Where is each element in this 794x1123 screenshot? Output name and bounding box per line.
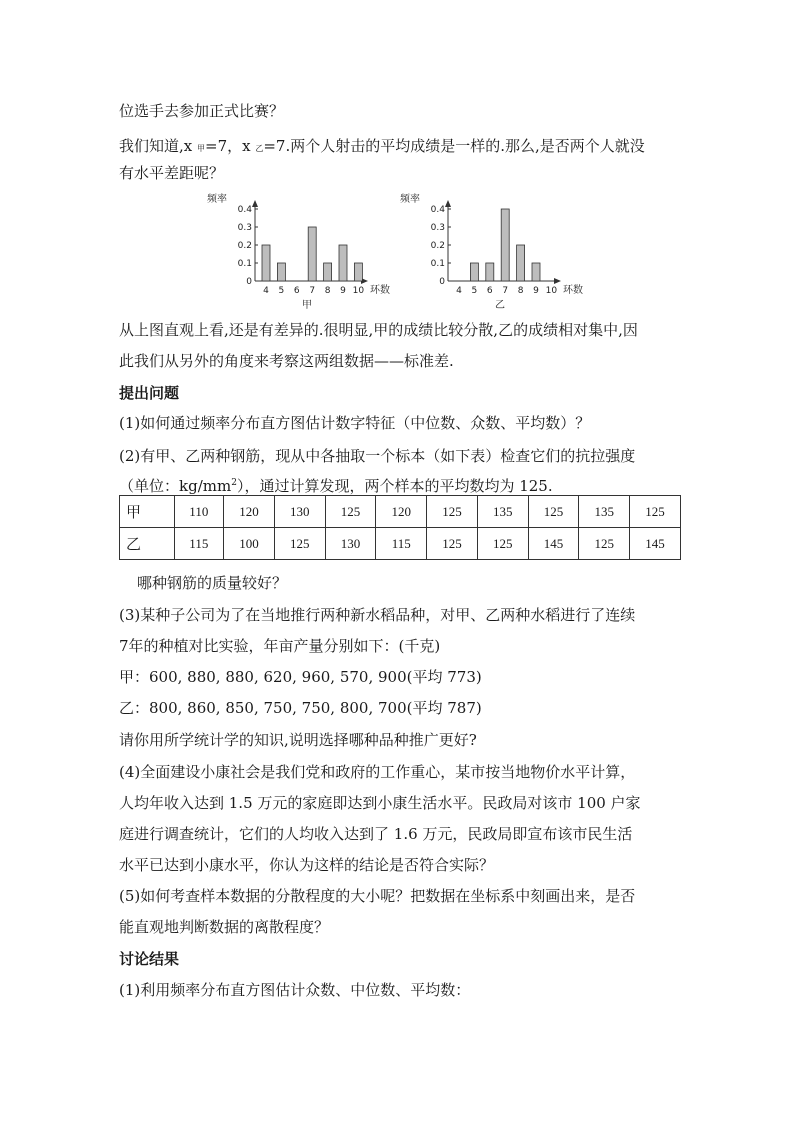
question-3-ask: 请你用所学统计学的知识,说明选择哪种品种推广更好? xyxy=(119,731,477,749)
table-cell: 135 xyxy=(477,496,528,528)
histogram-bar xyxy=(308,227,316,281)
table-cell: 120 xyxy=(224,496,275,528)
x-tick-label: 6 xyxy=(293,286,300,296)
text-line: 此我们从另外的角度来考察这两组数据——标准差. xyxy=(119,352,454,370)
x-tick-label: 6 xyxy=(486,286,493,296)
y-axis-arrow xyxy=(252,200,258,207)
x-axis-label: 环数 xyxy=(370,285,390,296)
question-4: (4)全面建设小康社会是我们党和政府的工作重心，某市按当地物价水平计算， xyxy=(119,763,636,781)
y-axis-label: 频率 xyxy=(400,194,420,205)
histogram-bar xyxy=(354,263,362,281)
question-1: (1)如何通过频率分布直方图估计数字特征（中位数、众数、平均数）？ xyxy=(119,414,591,432)
table-cell: 125 xyxy=(579,528,630,560)
x-tick-label: 8 xyxy=(324,286,331,296)
question-4-line: 庭进行调查统计，它们的人均收入达到了 1.6 万元，民政局即宣布该市民生活 xyxy=(119,825,633,843)
row-label: 甲 xyxy=(120,496,175,528)
superscript: 2 xyxy=(231,478,237,488)
histogram-bar xyxy=(324,263,332,281)
table-cell: 115 xyxy=(174,528,224,560)
question-3: (3)某种子公司为了在当地推行两种新水稻品种，对甲、乙两种水稻进行了连续 xyxy=(119,606,636,624)
table-cell: 125 xyxy=(427,528,478,560)
table-cell: 145 xyxy=(630,528,681,560)
y-axis-arrow xyxy=(445,200,451,207)
histogram-bar xyxy=(517,245,525,281)
question-5: (5)如何考查样本数据的分散程度的大小呢？把数据在坐标系中刻画出来，是否 xyxy=(119,887,636,905)
y-tick-label: 0.1 xyxy=(237,259,252,269)
histogram-bar xyxy=(277,263,285,281)
x-tick-label: 7 xyxy=(502,286,509,296)
y-tick-label: 0.3 xyxy=(430,223,445,233)
y-tick-label: 0.4 xyxy=(237,205,252,215)
row-label: 乙 xyxy=(120,528,175,560)
x-tick-label: 4 xyxy=(456,286,462,296)
table-cell: 145 xyxy=(528,528,579,560)
question-4-line: 水平已达到小康水平，你认为这样的结论是否符合实际？ xyxy=(119,856,495,874)
table-row xyxy=(120,496,681,528)
histogram-jia xyxy=(205,190,395,312)
text-fragment: =7，x xyxy=(205,137,256,155)
x-tick-label: 10 xyxy=(352,286,365,296)
table-cell: 125 xyxy=(274,528,325,560)
text-fragment: ），通过计算发现，两个样本的平均数均为 125. xyxy=(236,477,553,495)
chart-title: 乙 xyxy=(495,300,505,311)
histogram-yi xyxy=(398,190,588,312)
table-cell: 120 xyxy=(376,496,427,528)
text-line-means xyxy=(119,136,645,159)
y-tick-label: 0.1 xyxy=(430,259,445,269)
table-cell: 125 xyxy=(630,496,681,528)
text-line: 有水平差距呢？ xyxy=(119,164,225,182)
y-axis-label: 频率 xyxy=(207,194,227,205)
y-tick-label: 0 xyxy=(246,277,252,287)
y-tick-label: 0.2 xyxy=(430,241,445,251)
table-cell: 135 xyxy=(579,496,630,528)
x-tick-label: 8 xyxy=(517,286,524,296)
x-axis-arrow xyxy=(554,278,561,284)
question-3-jia: 甲：600, 880, 880, 620, 960, 570, 900(平均 773) xyxy=(119,668,482,686)
text-line: 位选手去参加正式比赛？ xyxy=(119,102,285,120)
table-cell: 125 xyxy=(325,496,376,528)
y-tick-label: 0 xyxy=(439,277,445,287)
histogram-bar xyxy=(262,245,270,281)
text-line: 从上图直观上看,还是有差异的.很明显,甲的成绩比较分散,乙的成绩相对集中,因 xyxy=(119,321,638,339)
section-heading-questions: 提出问题 xyxy=(119,384,180,402)
table-cell: 130 xyxy=(325,528,376,560)
question-4-line: 人均年收入达到 1.5 万元的家庭即达到小康生活水平。民政局对该市 100 户家 xyxy=(119,794,641,812)
y-tick-label: 0.2 xyxy=(237,241,252,251)
table-cell: 110 xyxy=(174,496,224,528)
x-axis-label: 环数 xyxy=(563,285,583,296)
x-tick-label: 4 xyxy=(263,286,269,296)
histogram-bar xyxy=(486,263,494,281)
x-tick-label: 9 xyxy=(340,286,346,296)
x-tick-label: 5 xyxy=(471,286,478,296)
table-cell: 125 xyxy=(528,496,579,528)
question-3-yi: 乙：800, 860, 850, 750, 750, 800, 700(平均 787) xyxy=(119,699,482,717)
y-tick-label: 0.3 xyxy=(237,223,252,233)
result-1: (1)利用频率分布直方图估计众数、中位数、平均数： xyxy=(119,981,471,999)
question-2-ask: 哪种钢筋的质量较好？ xyxy=(137,574,288,592)
text-fragment: =7.两个人射击的平均成绩是一样的.那么,是否两个人就没 xyxy=(263,137,645,155)
x-tick-label: 5 xyxy=(278,286,285,296)
table-cell: 115 xyxy=(376,528,427,560)
histogram-bar xyxy=(339,245,347,281)
subscript: 乙 xyxy=(255,144,264,153)
question-2: (2)有甲、乙两种钢筋，现从中各抽取一个标本（如下表）检查它们的抗拉强度 xyxy=(119,447,636,465)
subscript: 甲 xyxy=(197,144,205,153)
table-cell: 125 xyxy=(477,528,528,560)
y-tick-label: 0.4 xyxy=(430,205,445,215)
question-5-line: 能直观地判断数据的离散程度？ xyxy=(119,918,330,936)
histogram-bar xyxy=(532,263,540,281)
table-cell: 100 xyxy=(224,528,275,560)
table-row xyxy=(120,528,681,560)
x-tick-label: 7 xyxy=(309,286,316,296)
question-2-units xyxy=(119,476,553,496)
histogram-bar xyxy=(501,209,509,281)
question-3-line: 7年的种植对比实验，年亩产量分别如下：(千克) xyxy=(119,637,441,655)
x-tick-label: 9 xyxy=(533,286,539,296)
steel-strength-table xyxy=(119,495,681,560)
chart-title: 甲 xyxy=(302,300,312,311)
histogram-bar xyxy=(470,263,478,281)
text-fragment: 我们知道,x xyxy=(119,137,197,155)
section-heading-results: 讨论结果 xyxy=(119,950,180,968)
x-tick-label: 10 xyxy=(545,286,558,296)
text-fragment: （单位：kg/mm xyxy=(119,477,232,495)
table-cell: 125 xyxy=(427,496,478,528)
table-cell: 130 xyxy=(274,496,325,528)
